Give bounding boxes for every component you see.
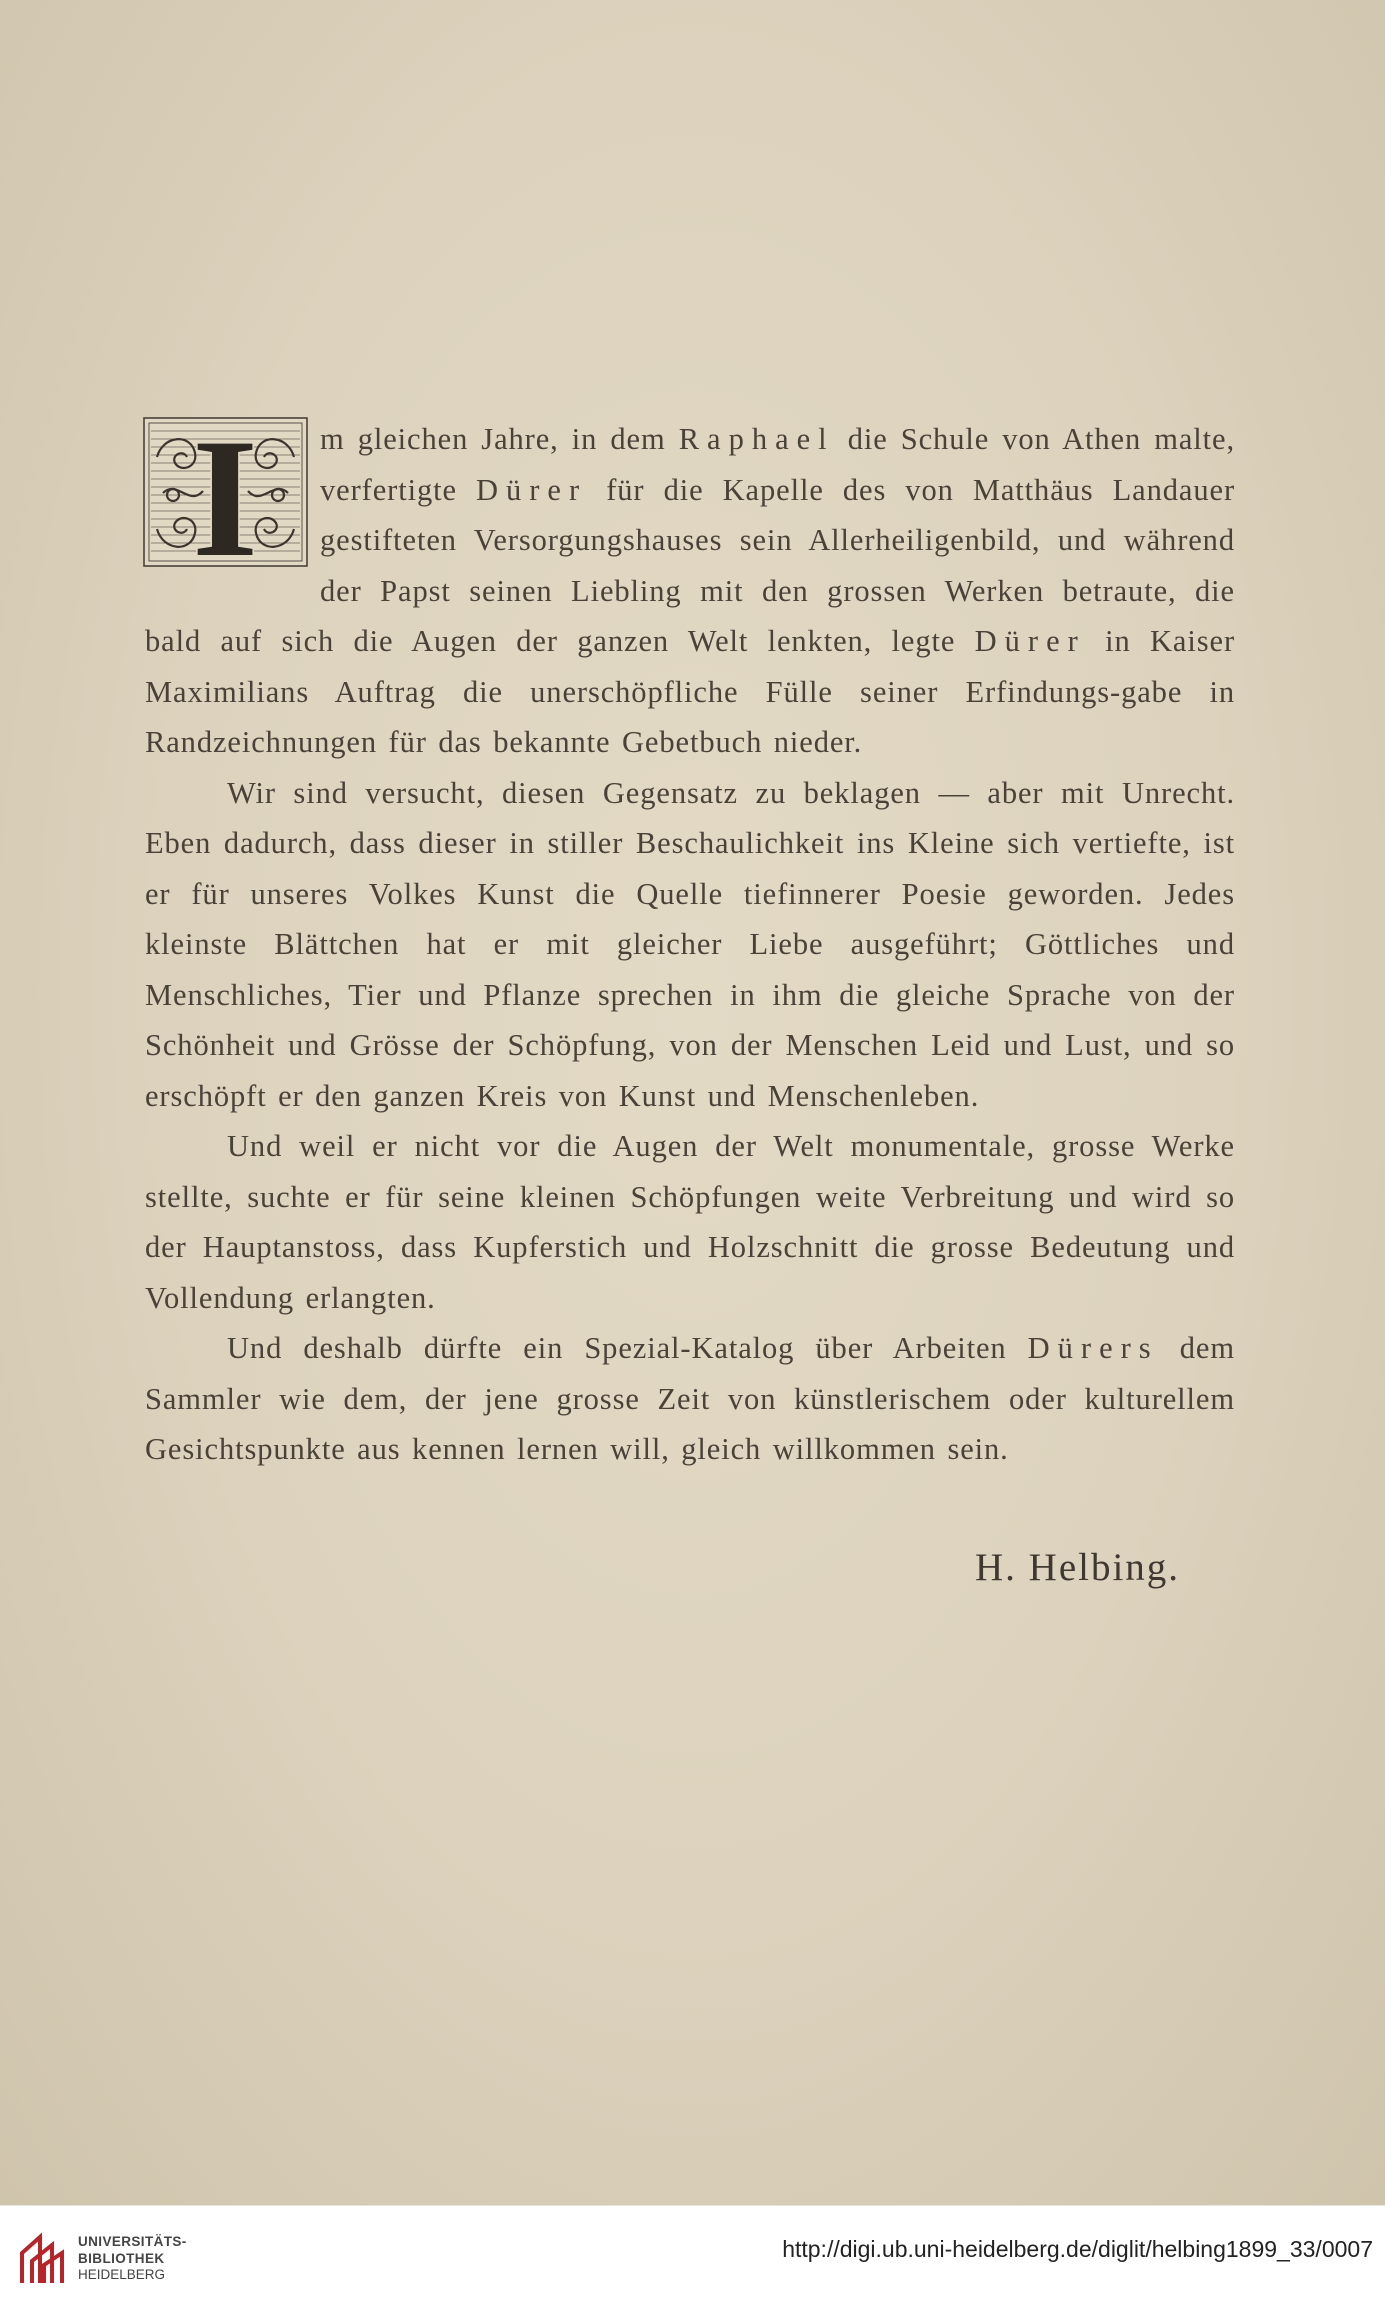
library-name-line: BIBLIOTHEK bbox=[78, 2250, 165, 2266]
text-run: für die Kapelle des von Matthäus Landauer gestifteten Versorgungshauses sein Allerheiligenbild, und während der Papst seinen Liebling mit den grossen Werken betraute, die bald auf sich die Augen der ganzen Welt lenkten, legte bbox=[145, 472, 1235, 658]
signature: H. Helbing. bbox=[975, 1546, 1181, 1589]
text-run: Wir sind versucht, diesen Gegensatz zu beklagen — aber mit Unrecht. Eben dadurch, dass dieser in stiller Beschaulichkeit ins Kleine sich vertiefte, ist er für unseres Volkes Kunst die Quelle tiefinnerer Poesie geworden. Jedes kleinste Blättchen hat er mit gleicher Liebe ausgeführt; Göttliches und Menschliches, Tier und Pflanze sprechen in ihm die gleiche Sprache von der Schönheit und Grösse der Schöpfung, von der Menschen Leid und Lust, und so erschöpft er den ganzen Kreis von Kunst und Menschenleben. bbox=[145, 775, 1235, 1113]
text-run: Und weil er nicht vor die Augen der Welt monumentale, grosse Werke stellte, suchte er für seine kleinen Schöpfungen weite Verbreitung und wird so der Hauptanstoss, dass Kupferstich und Holzschnitt die grosse Bedeutung und Vollendung erlangten. bbox=[145, 1129, 1235, 1315]
ornamental-initial-icon bbox=[143, 417, 308, 567]
drop-cap-letter: I bbox=[191, 417, 260, 567]
library-name bbox=[78, 2234, 187, 2284]
spaced-name: Raphael bbox=[678, 422, 835, 456]
text-run: in Kaiser Maximilians Auftrag die unerschöpfliche Fülle seiner Erfindungs-gabe in Randzeichnungen für das bekannte Gebetbuch nieder. bbox=[145, 624, 1236, 759]
spaced-name: Dürers bbox=[1027, 1331, 1159, 1365]
text-run: dem Sammler wie dem, der jene grosse Zeit von künstlerischem oder kulturellem Gesichtspunkte aus kennen lernen will, gleich willkommen sein. bbox=[145, 1331, 1235, 1466]
spaced-name: Dürer bbox=[974, 624, 1086, 658]
paragraph bbox=[145, 1121, 1235, 1323]
paragraph bbox=[145, 414, 1235, 768]
library-name-line: UNIVERSITÄTS- bbox=[78, 2234, 187, 2249]
library-footer bbox=[0, 2205, 1385, 2308]
text-run: Und deshalb dürfte ein Spezial-Katalog über Arbeiten bbox=[227, 1331, 1028, 1365]
text-run: m gleichen Jahre, in dem bbox=[320, 422, 679, 456]
heidelberg-library-logo-icon bbox=[14, 2231, 68, 2285]
source-url-link[interactable]: http://digi.ub.uni-heidelberg.de/diglit/helbing1899_33/0007 bbox=[782, 2236, 1373, 2262]
paragraph bbox=[145, 1323, 1235, 1475]
text-run: die Schule von Athen malte, verfertigte bbox=[320, 422, 1236, 507]
body-text bbox=[145, 414, 1235, 1475]
library-name-line: HEIDELBERG bbox=[78, 2267, 166, 2282]
paragraph bbox=[145, 768, 1235, 1122]
spaced-name: Dürer bbox=[476, 472, 588, 507]
